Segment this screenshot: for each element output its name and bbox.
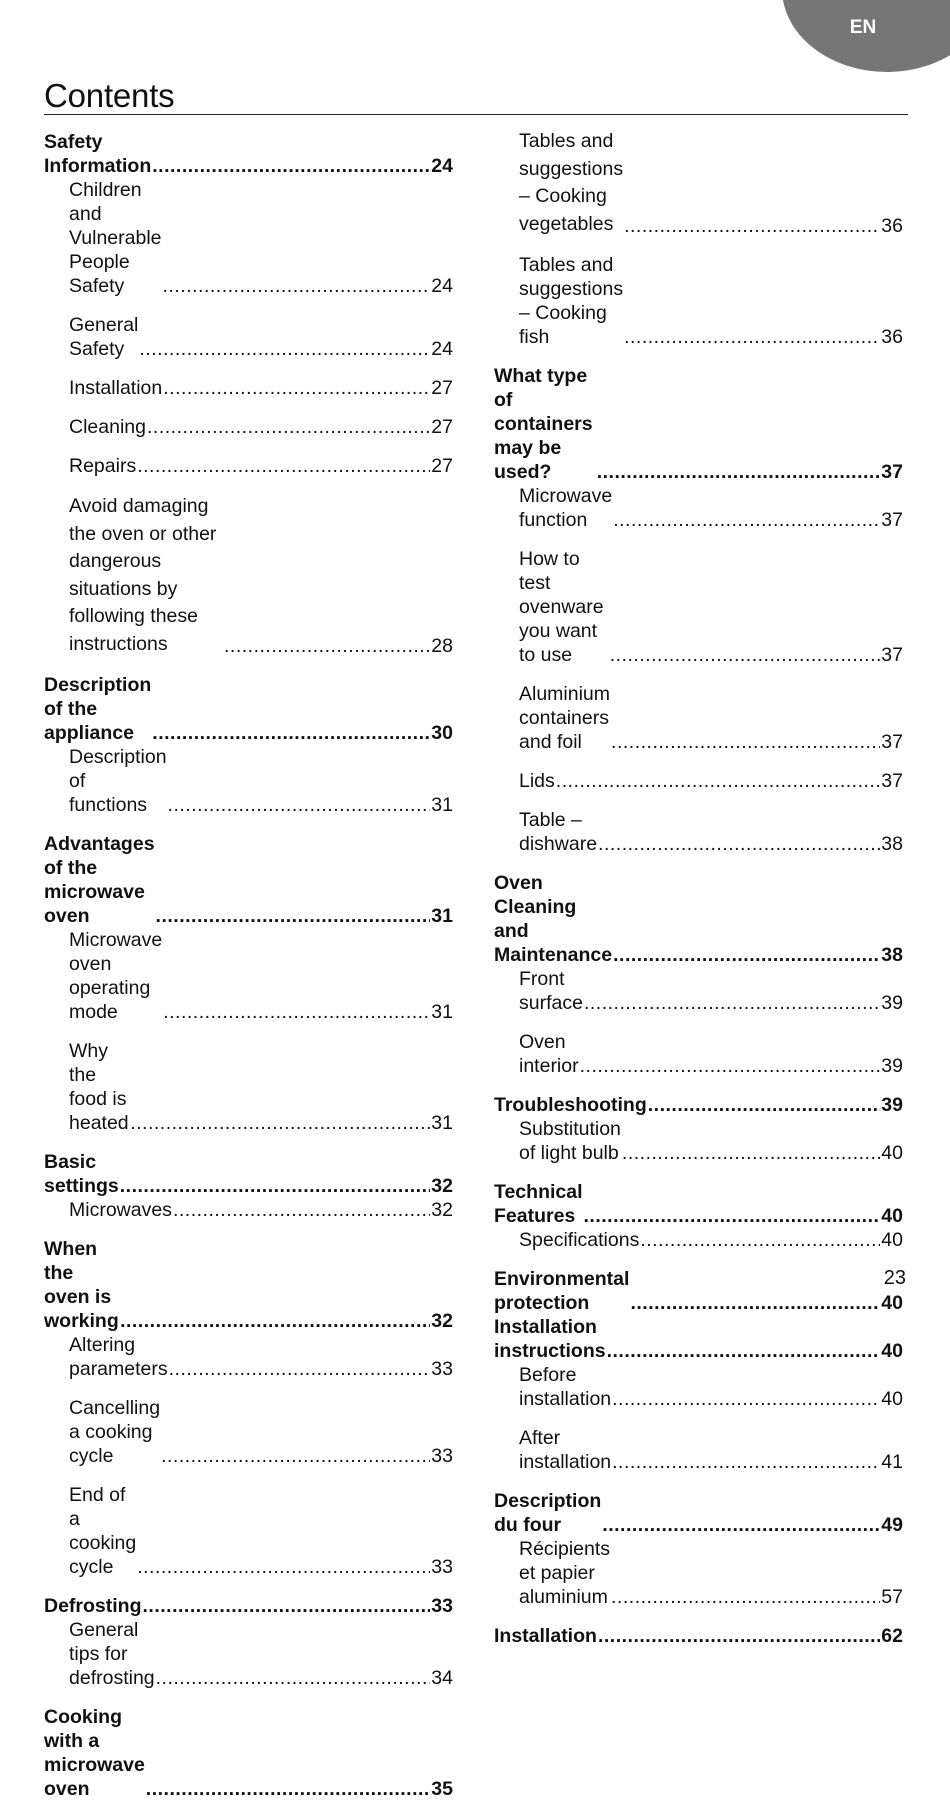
- toc-heading[interactable]: Oven Cleaning and Maintenance ..... 38: [494, 871, 903, 967]
- toc-heading[interactable]: Safety Information ..... 24: [44, 130, 453, 178]
- language-badge: EN: [849, 17, 877, 38]
- toc-entry[interactable]: Repairs ..... 27: [44, 454, 453, 478]
- toc-heading[interactable]: Installation ..... 62: [494, 1624, 903, 1648]
- toc-right-column: [494, 128, 903, 1648]
- toc-heading[interactable]: Installation instructions ..... 40: [494, 1315, 903, 1363]
- toc-heading[interactable]: Description du four ..... 49: [494, 1489, 903, 1537]
- toc-entry[interactable]: End of a cooking cycle ..... 33: [44, 1483, 453, 1579]
- toc-entry[interactable]: Aluminium containers and foil ..... 37: [494, 682, 903, 754]
- toc-entry[interactable]: Oven interior ..... 39: [494, 1030, 903, 1078]
- toc-entry[interactable]: Microwave oven operating mode ..... 31: [44, 928, 453, 1024]
- toc-heading[interactable]: Basic settings ..... 32: [44, 1150, 453, 1198]
- toc-entry[interactable]: Substitution of light bulb ..... 40: [494, 1117, 903, 1165]
- toc-entry[interactable]: Cleaning ..... 27: [44, 415, 453, 439]
- toc-heading[interactable]: Cooking with a microwave oven ..... 35: [44, 1705, 453, 1801]
- toc-entry[interactable]: Children and Vulnerable People Safety ..... 24: [44, 178, 453, 298]
- toc-entry[interactable]: Tables and suggestions – Cooking vegetables ..... 36: [494, 128, 903, 238]
- toc-heading[interactable]: Environmental protection ..... 40: [494, 1267, 903, 1315]
- toc-left-column: [44, 128, 453, 1801]
- toc-heading[interactable]: Defrosting ..... 33: [44, 1594, 453, 1618]
- toc-entry[interactable]: After installation ..... 41: [494, 1426, 903, 1474]
- toc-entry[interactable]: Description of functions ..... 31: [44, 745, 453, 817]
- toc-heading[interactable]: Advantages of the microwave oven ..... 31: [44, 832, 453, 928]
- toc-entry[interactable]: Table – dishware ..... 38: [494, 808, 903, 856]
- toc-entry[interactable]: Front surface ..... 39: [494, 967, 903, 1015]
- toc-entry[interactable]: Tables and suggestions – Cooking fish ..... 36: [494, 253, 903, 349]
- toc-entry[interactable]: Specifications ..... 40: [494, 1228, 903, 1252]
- toc-heading[interactable]: Description of the appliance ..... 30: [44, 673, 453, 745]
- toc-entry[interactable]: Cancelling a cooking cycle ..... 33: [44, 1396, 453, 1468]
- toc-entry[interactable]: Lids ..... 37: [494, 769, 903, 793]
- page-title: Contents: [44, 77, 175, 114]
- toc-entry[interactable]: Altering parameters ..... 33: [44, 1333, 453, 1381]
- toc-entry[interactable]: Microwave function ..... 37: [494, 484, 903, 532]
- toc-entry[interactable]: General tips for defrosting ..... 34: [44, 1618, 453, 1690]
- toc-entry[interactable]: Before installation ..... 40: [494, 1363, 903, 1411]
- toc-entry[interactable]: Installation ..... 27: [44, 376, 453, 400]
- toc-heading[interactable]: Troubleshooting ..... 39: [494, 1093, 903, 1117]
- toc-entry[interactable]: Microwaves ..... 32: [44, 1198, 453, 1222]
- toc-heading[interactable]: Technical Features ..... 40: [494, 1180, 903, 1228]
- toc-heading[interactable]: When the oven is working ..... 32: [44, 1237, 453, 1333]
- toc-heading[interactable]: What type of containers may be used? ..... 37: [494, 364, 903, 484]
- toc-entry[interactable]: Why the food is heated ..... 31: [44, 1039, 453, 1135]
- toc-entry[interactable]: Récipients et papier aluminium ..... 57: [494, 1537, 903, 1609]
- title-divider: [44, 114, 908, 115]
- toc-entry[interactable]: General Safety ..... 24: [44, 313, 453, 361]
- page-number: 23: [883, 1267, 906, 1289]
- toc-entry[interactable]: How to test ovenware you want to use ..... 37: [494, 547, 903, 667]
- toc-entry[interactable]: Avoid damaging the oven or other dangerous situations by following these instructions ..... 28: [44, 493, 453, 658]
